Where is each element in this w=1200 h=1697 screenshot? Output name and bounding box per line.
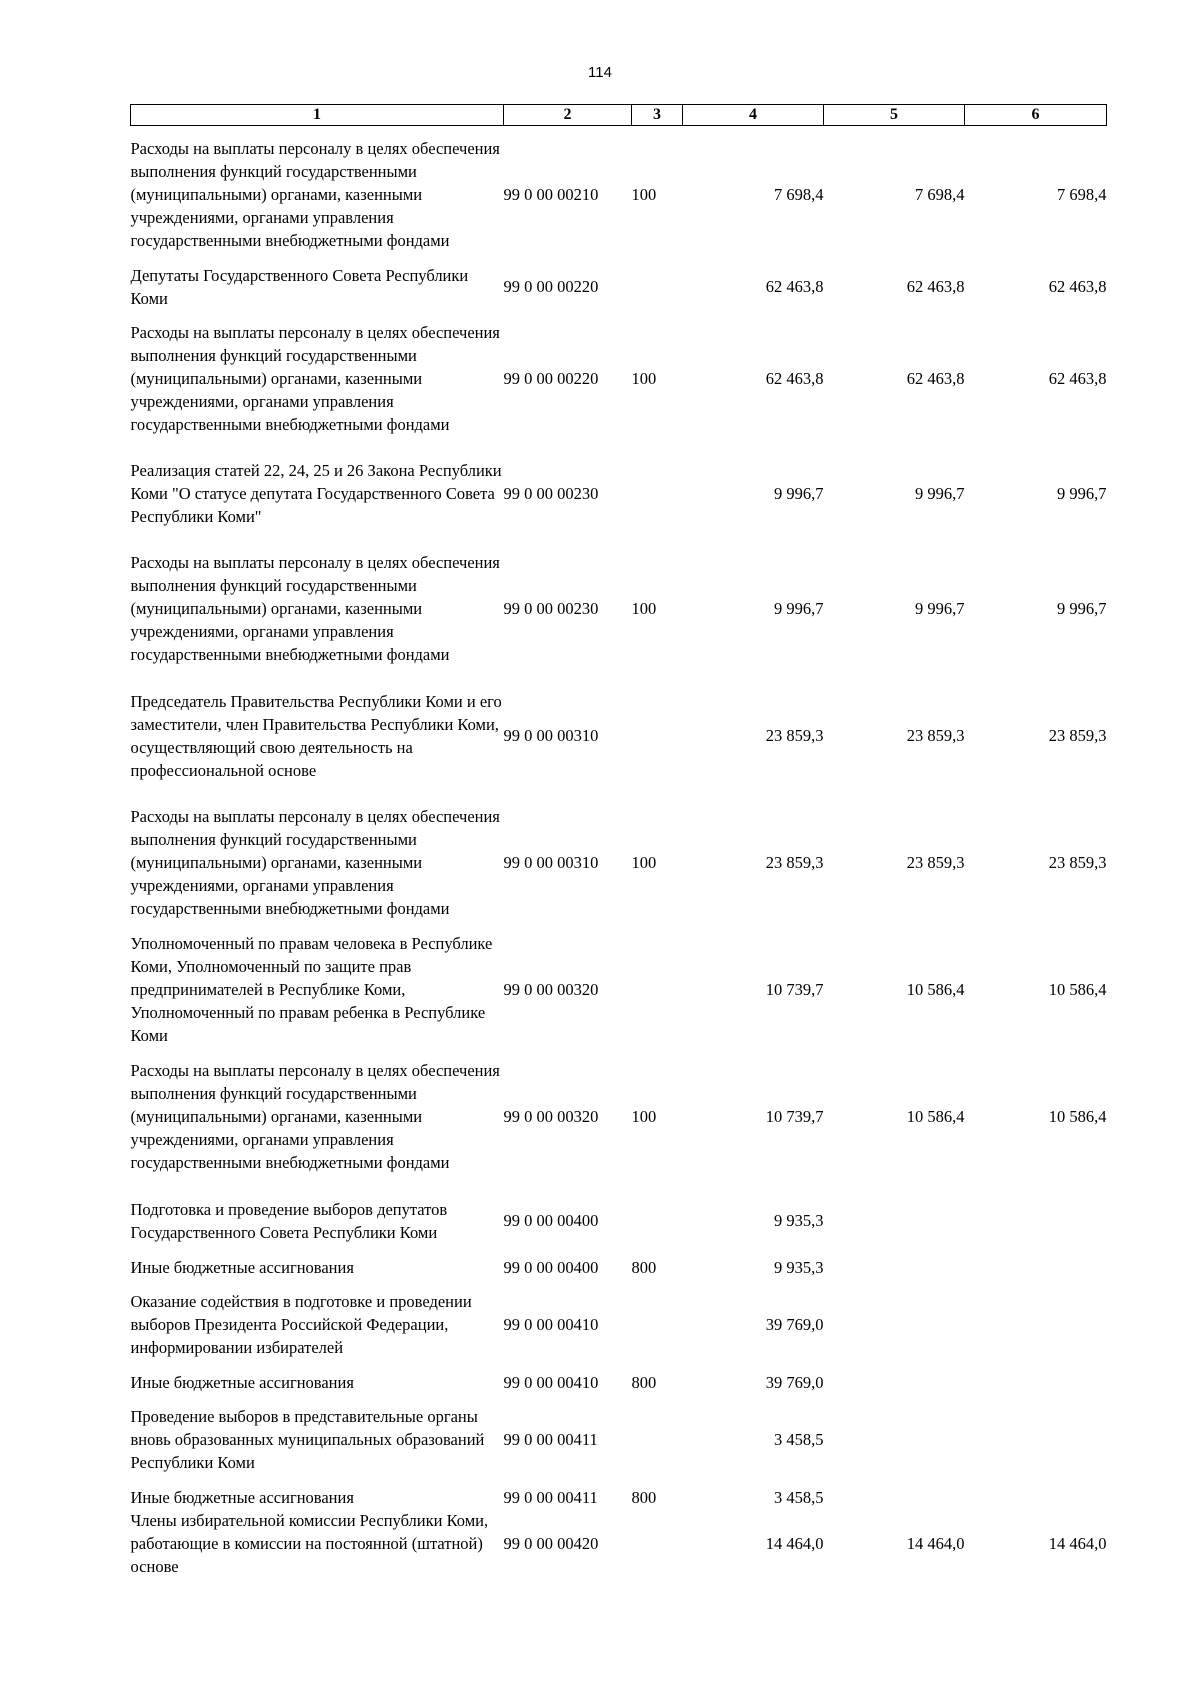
row-value-col5: [824, 1186, 965, 1256]
row-name: Расходы на выплаты персоналу в целях обеспечения выполнения функций государственными (муниципальными) органами, казенными учреждениями, органами управления государственными внебюджетными фондами: [130, 1061, 500, 1172]
row-name: Реализация статей 22, 24, 25 и 26 Закона Республики Коми "О статусе депутата Государственного Совета Республики Коми": [130, 461, 502, 526]
row-value-col6: 14 464,0: [1048, 1533, 1107, 1553]
row-name: Депутаты Государственного Совета Республики Коми: [130, 265, 469, 308]
row-value-col4: 9 996,7: [774, 484, 824, 503]
row-code: 99 0 00 00411: [503, 1430, 598, 1449]
row-value-col5: 62 463,8: [906, 369, 965, 388]
row-code: 99 0 00 00230: [503, 599, 599, 618]
row-code: 99 0 00 00220: [503, 277, 599, 296]
row-value-col5: 10 586,4: [906, 1107, 965, 1126]
column-header-3: 3: [632, 105, 683, 126]
row-value-col5: 10 586,4: [906, 980, 965, 999]
table-row: [131, 1186, 1107, 1256]
row-value-col6: 10 586,4: [1048, 980, 1107, 999]
row-name: Уполномоченный по правам человека в Республике Коми, Уполномоченный по защите прав предпринимателей в Республике Коми, Уполномоченный по правам ребенка в Республике Коми: [130, 934, 493, 1045]
row-value-col4: 23 859,3: [765, 853, 824, 872]
row-code: 99 0 00 00220: [503, 369, 599, 388]
row-code: 99 0 00 00410: [503, 1315, 599, 1334]
row-value-col5: 14 464,0: [906, 1533, 965, 1553]
column-header-6: 6: [965, 105, 1107, 126]
row-value-col4: 10 739,7: [765, 1107, 824, 1126]
row-value-col5: [824, 1371, 965, 1394]
row-value-col6: [965, 1394, 1107, 1486]
column-header-5: 5: [824, 105, 965, 126]
table-row: [131, 540, 1107, 678]
table-row: [131, 1279, 1107, 1371]
row-name: Иные бюджетные ассигнования: [130, 1257, 354, 1277]
row-value-col6: 62 463,8: [1048, 369, 1107, 388]
row-value-col4: 3 458,5: [774, 1430, 824, 1449]
row-value-col6: [965, 1256, 1107, 1279]
row-value-col5: 62 463,8: [906, 277, 965, 296]
column-header-2: 2: [504, 105, 632, 126]
row-code: 99 0 00 00400: [503, 1211, 599, 1230]
row-name: Проведение выборов в представительные органы вновь образованных муниципальных образований Республики Коми: [130, 1407, 485, 1472]
row-code: 99 0 00 00420: [503, 1533, 599, 1553]
row-name: Председатель Правительства Республики Коми и его заместители, член Правительства Республики Коми, осуществляющий свою деятельность на профессиональной основе: [130, 691, 502, 780]
row-expense-type: [632, 264, 683, 310]
row-name: Иные бюджетные ассигнования: [130, 1487, 354, 1507]
table-row: [131, 448, 1107, 540]
row-value-col4: 62 463,8: [765, 277, 824, 296]
row-code: 99 0 00 00310: [503, 726, 599, 745]
row-value-col4: 9 935,3: [774, 1257, 824, 1277]
row-value-col4: 9 935,3: [774, 1211, 824, 1230]
row-expense-type: 100: [631, 853, 657, 872]
table-header-row: [131, 105, 1107, 126]
table-row: [131, 1509, 1107, 1578]
row-name: Расходы на выплаты персоналу в целях обеспечения выполнения функций государственными (муниципальными) органами, казенными учреждениями, органами управления государственными внебюджетными фондами: [130, 139, 500, 251]
row-value-col4: 23 859,3: [765, 726, 824, 745]
row-expense-type: 800: [631, 1487, 657, 1507]
row-expense-type: [632, 932, 683, 1048]
row-expense-type: 100: [631, 599, 657, 618]
row-name: Расходы на выплаты персоналу в целях обеспечения выполнения функций государственными (муниципальными) органами, казенными учреждениями, органами управления государственными внебюджетными фондами: [130, 553, 500, 664]
budget-table: [130, 104, 1107, 1578]
table-row: [131, 310, 1107, 448]
row-value-col5: 7 698,4: [915, 185, 965, 205]
row-code: 99 0 00 00400: [503, 1257, 599, 1277]
row-value-col6: [965, 1486, 1107, 1509]
table-row: [131, 126, 1107, 264]
row-code: 99 0 00 00320: [503, 1107, 599, 1126]
row-value-col4: 14 464,0: [765, 1533, 824, 1553]
row-expense-type: [632, 1186, 683, 1256]
row-expense-type: [632, 1509, 683, 1578]
table-row: [131, 1394, 1107, 1486]
row-value-col4: 3 458,5: [774, 1487, 824, 1507]
row-value-col4: 7 698,4: [774, 185, 824, 205]
row-value-col6: 10 586,4: [1048, 1107, 1107, 1126]
table-row: [131, 264, 1107, 310]
row-name: Расходы на выплаты персоналу в целях обеспечения выполнения функций государственными (муниципальными) органами, казенными учреждениями, органами управления государственными внебюджетными фондами: [130, 807, 500, 918]
table-row: [131, 794, 1107, 932]
row-value-col5: [824, 1279, 965, 1371]
row-value-col4: 39 769,0: [765, 1315, 824, 1334]
row-code: 99 0 00 00411: [503, 1487, 598, 1507]
row-value-col6: 23 859,3: [1048, 853, 1107, 872]
row-value-col4: 39 769,0: [765, 1372, 824, 1392]
page-number: 114: [588, 64, 612, 81]
row-value-col5: [824, 1256, 965, 1279]
row-value-col6: [965, 1371, 1107, 1394]
table-row: [131, 932, 1107, 1048]
column-header-4: 4: [683, 105, 824, 126]
row-value-col6: 62 463,8: [1048, 277, 1107, 296]
row-expense-type: 800: [631, 1257, 657, 1277]
row-expense-type: [632, 678, 683, 794]
row-expense-type: 100: [631, 1107, 657, 1126]
row-value-col6: 7 698,4: [1057, 185, 1107, 205]
row-value-col5: 9 996,7: [915, 599, 965, 618]
column-header-1: 1: [131, 105, 504, 126]
row-value-col6: [965, 1279, 1107, 1371]
row-expense-type: 100: [631, 369, 657, 388]
row-value-col5: 23 859,3: [906, 853, 965, 872]
table-row: [131, 678, 1107, 794]
row-value-col5: 9 996,7: [915, 484, 965, 503]
row-value-col4: 62 463,8: [765, 369, 824, 388]
row-name: Расходы на выплаты персоналу в целях обеспечения выполнения функций государственными (муниципальными) органами, казенными учреждениями, органами управления государственными внебюджетными фондами: [130, 323, 500, 434]
row-value-col6: 9 996,7: [1057, 484, 1107, 503]
row-code: 99 0 00 00310: [503, 853, 599, 872]
row-code: 99 0 00 00410: [503, 1372, 599, 1392]
row-code: 99 0 00 00230: [503, 484, 599, 503]
row-name: Члены избирательной комиссии Республики Коми, работающие в комиссии на постоянной (штатной) основе: [130, 1510, 489, 1576]
row-code: 99 0 00 00320: [503, 980, 599, 999]
table-row: [131, 1371, 1107, 1394]
row-value-col6: [965, 1186, 1107, 1256]
row-expense-type: [632, 448, 683, 540]
row-value-col5: [824, 1394, 965, 1486]
row-value-col6: 9 996,7: [1057, 599, 1107, 618]
row-name: Подготовка и проведение выборов депутатов Государственного Совета Республики Коми: [130, 1199, 448, 1242]
row-value-col4: 9 996,7: [774, 599, 824, 618]
table-row: [131, 1486, 1107, 1509]
row-value-col5: 23 859,3: [906, 726, 965, 745]
row-name: Иные бюджетные ассигнования: [130, 1372, 354, 1392]
row-value-col6: 23 859,3: [1048, 726, 1107, 745]
row-value-col4: 10 739,7: [765, 980, 824, 999]
row-expense-type: [632, 1279, 683, 1371]
row-expense-type: 100: [631, 185, 657, 205]
row-value-col5: [824, 1486, 965, 1509]
row-expense-type: 800: [631, 1372, 657, 1392]
row-expense-type: [632, 1394, 683, 1486]
table-row: [131, 1048, 1107, 1186]
row-name: Оказание содействия в подготовке и проведении выборов Президента Российской Федерации, информировании избирателей: [130, 1292, 472, 1357]
row-code: 99 0 00 00210: [503, 185, 599, 205]
table-row: [131, 1256, 1107, 1279]
